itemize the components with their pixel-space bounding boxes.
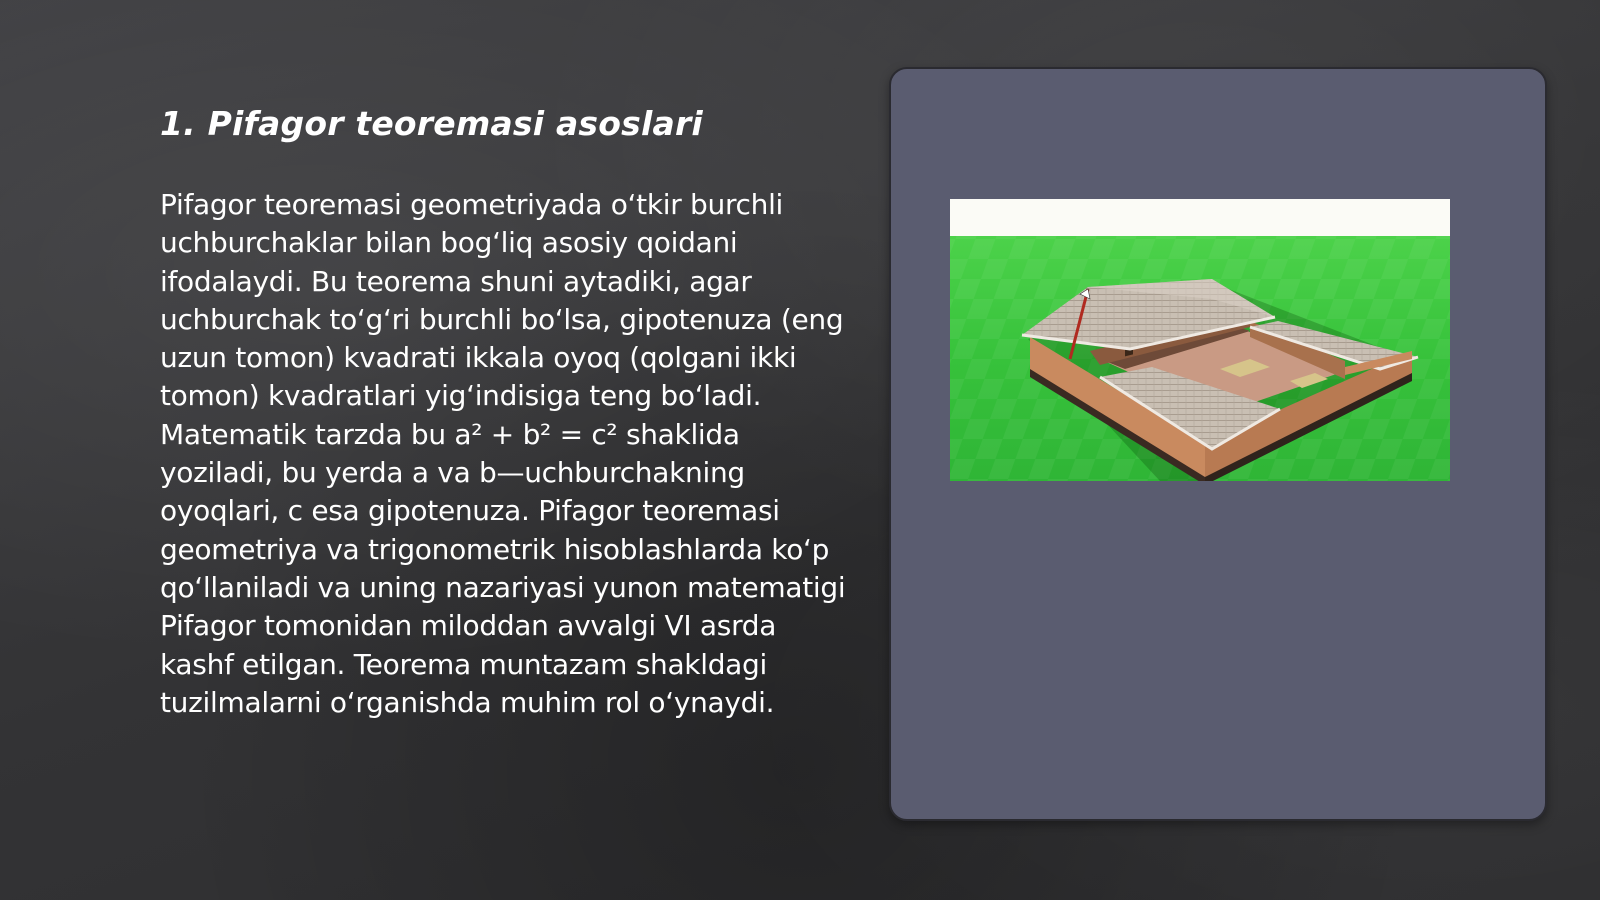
slide-title: 1. Pifagor teoremasi asoslari	[160, 104, 703, 143]
house-render-image	[950, 199, 1450, 481]
slide-paragraph: Pifagor teoremasi geometriyada o‘tkir burchli uchburchaklar bilan bog‘liq asosiy qoidani ifodalaydi. Bu teorema shuni aytadiki, agar uchburchak to‘g‘ri burchli bo‘lsa, gipotenuza (eng uzun tomon) kvadrati ikkala oyoq (qolgani ikki tomon) kvadratlari yig‘indisiga teng bo‘ladi. Matematik tarzda bu a² + b² = c² shaklida yoziladi, bu yerda a va b—uchburchakning oyoqlari, c esa gipotenuza. Pifagor teoremasi geometriya va trigonometrik hisoblashlarda ko‘p qo‘llaniladi va uning nazariyasi yunon matematigi Pifagor tomonidan miloddan avvalgi VI asrda kashf etilgan. Teorema muntazam shakldagi tuzilmalarni o‘rganishda muhim rol o‘ynaydi.	[160, 188, 846, 719]
